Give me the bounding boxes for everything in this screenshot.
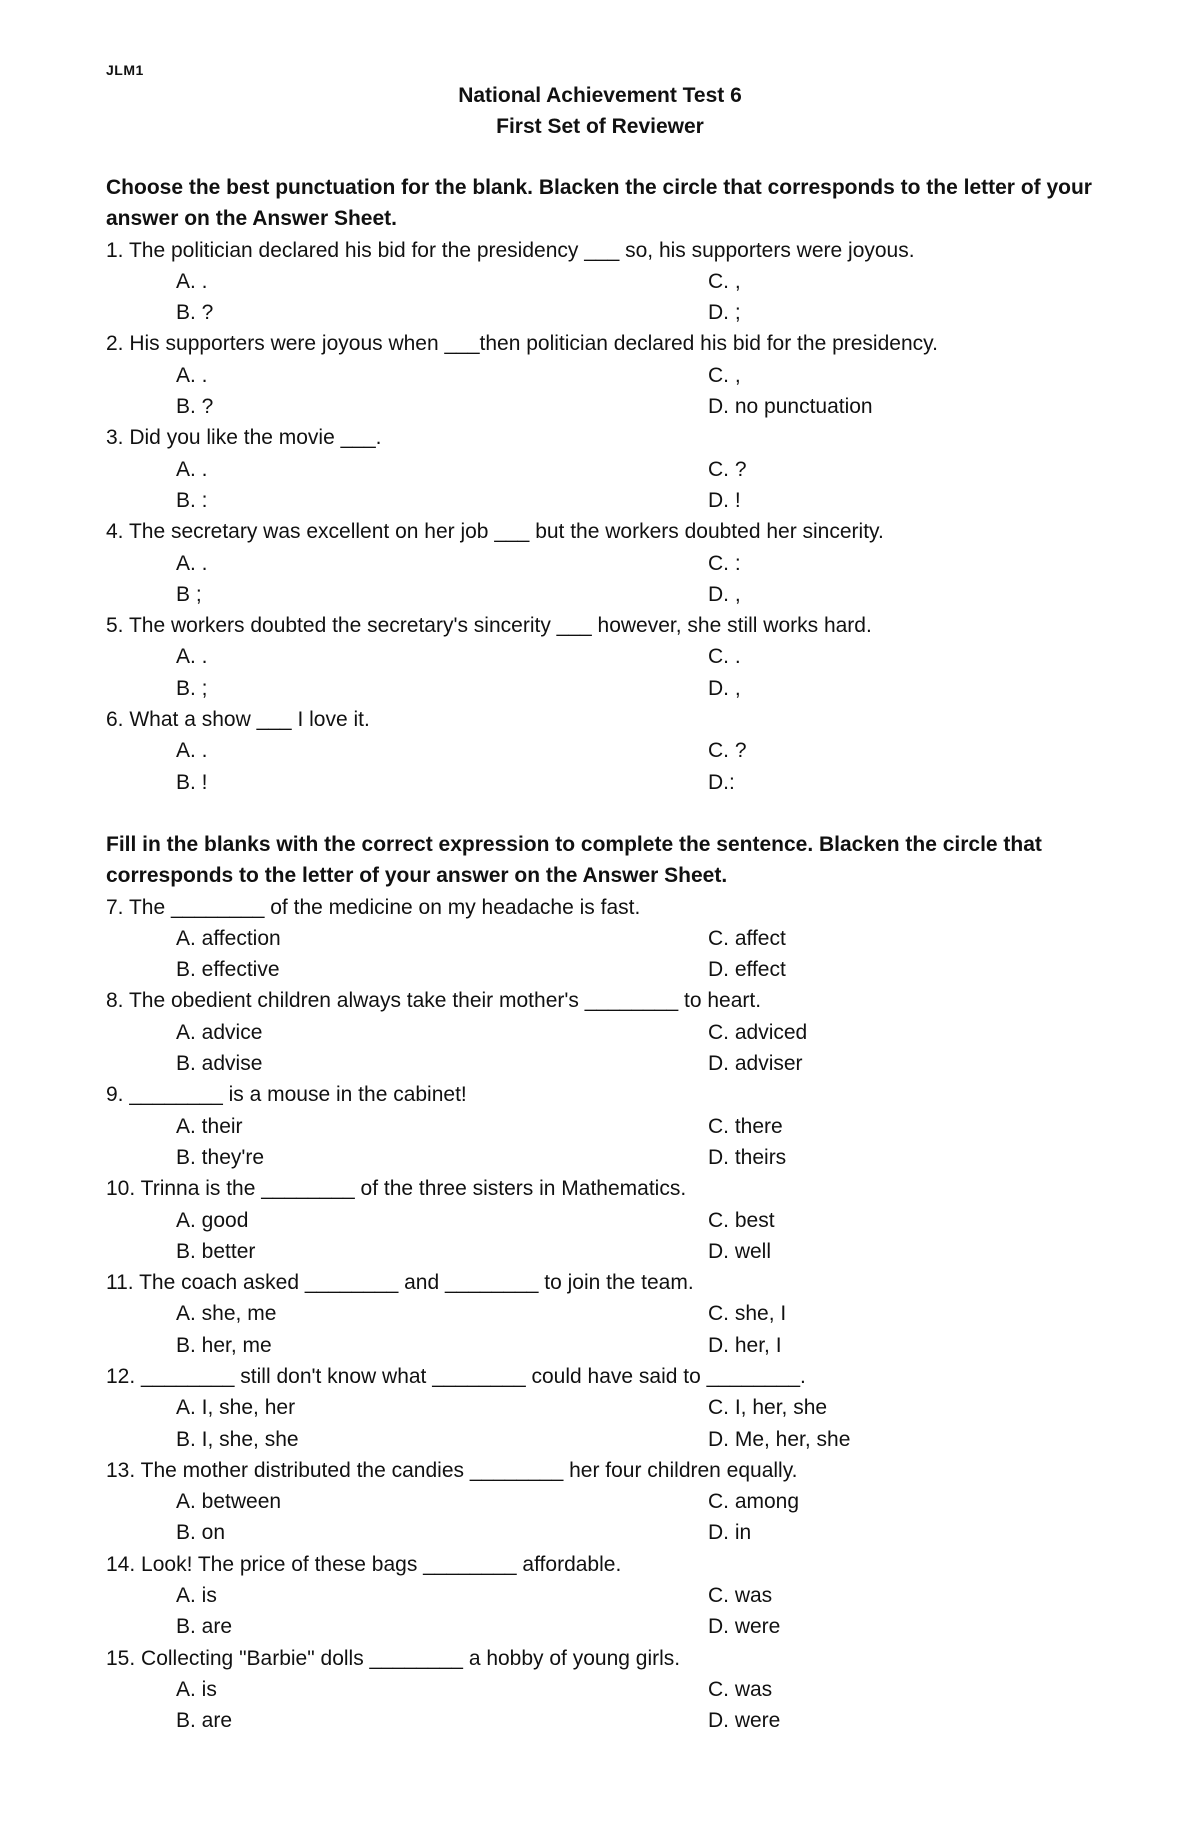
question: [106, 1267, 1106, 1361]
question-text: 7. The ________ of the medicine on my headache is fast.: [106, 895, 641, 919]
option-d: D. no punctuation: [708, 395, 873, 419]
answer-options: [106, 1111, 1106, 1174]
question: [106, 516, 1106, 610]
option-c: C. among: [708, 1490, 800, 1514]
option-b: B. they're: [176, 1145, 265, 1169]
answer-options: [106, 1486, 1106, 1549]
question-text: 1. The politician declared his bid for the presidency ___ so, his supporters were joyous.: [106, 238, 915, 262]
question: [106, 704, 1106, 798]
option-c: C. was: [708, 1584, 773, 1608]
question: [106, 1549, 1106, 1643]
option-b: B. ;: [176, 676, 208, 700]
option-c: C. .: [708, 645, 741, 669]
question-text: 13. The mother distributed the candies ________ her four children equally.: [106, 1458, 798, 1482]
answer-options: [106, 735, 1106, 798]
document-title: National Achievement Test 6: [458, 84, 742, 107]
option-d: D. theirs: [708, 1145, 787, 1169]
answer-options: [106, 1017, 1106, 1080]
question: [106, 985, 1106, 1079]
option-a: A. good: [176, 1208, 249, 1232]
option-a: A. affection: [176, 926, 281, 950]
answer-options: [106, 1392, 1106, 1455]
answer-options: [106, 454, 1106, 517]
option-c: C. ?: [708, 457, 747, 481]
question: [106, 892, 1106, 986]
question-text: 3. Did you like the movie ___.: [106, 426, 382, 450]
option-d: D. well: [708, 1239, 772, 1263]
option-b: B. are: [176, 1615, 233, 1639]
answer-options: [106, 923, 1106, 986]
option-b: B. are: [176, 1709, 233, 1733]
question: [106, 610, 1106, 704]
option-d: D. ;: [708, 301, 741, 325]
question: [106, 422, 1106, 516]
question: [106, 1173, 1106, 1267]
section-instructions: Fill in the blanks with the correct expression to complete the sentence. Blacken the circle that corresponds to the letter of your answer on the Answer Sheet.: [106, 832, 1042, 888]
option-a: A. is: [176, 1584, 217, 1608]
answer-options: [106, 641, 1106, 704]
option-d: D. adviser: [708, 1052, 803, 1076]
question: [106, 235, 1106, 329]
option-b: B. ?: [176, 301, 214, 325]
option-d: D. were: [708, 1709, 781, 1733]
option-c: C. she, I: [708, 1302, 787, 1326]
answer-options: [106, 548, 1106, 611]
option-c: C. :: [708, 551, 741, 575]
question-text: 14. Look! The price of these bags ________ affordable.: [106, 1552, 622, 1576]
option-b: B. on: [176, 1521, 226, 1545]
option-b: B. advise: [176, 1052, 263, 1076]
option-a: A. .: [176, 645, 208, 669]
question-text: 11. The coach asked ________ and ________ to join the team.: [106, 1271, 694, 1295]
question-text: 9. ________ is a mouse in the cabinet!: [106, 1083, 467, 1107]
test-content: [106, 172, 1106, 1737]
option-d: D. were: [708, 1615, 781, 1639]
answer-options: [106, 1298, 1106, 1361]
question: [106, 328, 1106, 422]
option-c: C. was: [708, 1677, 773, 1701]
option-c: C. adviced: [708, 1020, 808, 1044]
option-c: C. ,: [708, 363, 741, 387]
title-block: [0, 80, 1200, 142]
option-a: A. their: [176, 1114, 243, 1138]
question-text: 6. What a show ___ I love it.: [106, 708, 370, 732]
question-text: 8. The obedient children always take their mother's ________ to heart.: [106, 989, 762, 1013]
option-c: C. ,: [708, 269, 741, 293]
option-a: A. advice: [176, 1020, 263, 1044]
question-text: 4. The secretary was excellent on her job ___ but the workers doubted her sincerity.: [106, 520, 884, 544]
question: [106, 1455, 1106, 1549]
option-d: D. effect: [708, 958, 786, 982]
option-b: B. I, she, she: [176, 1427, 299, 1451]
option-c: C. affect: [708, 926, 786, 950]
option-d: D.:: [708, 770, 735, 794]
option-a: A. .: [176, 551, 208, 575]
option-d: D. her, I: [708, 1333, 782, 1357]
option-a: A. between: [176, 1490, 282, 1514]
document-subtitle: First Set of Reviewer: [496, 115, 704, 138]
document-code: JLM1: [106, 62, 144, 78]
option-a: A. she, me: [176, 1302, 277, 1326]
question-text: 12. ________ still don't know what ________ could have said to ________.: [106, 1364, 806, 1388]
option-a: A. .: [176, 457, 208, 481]
option-a: A. .: [176, 363, 208, 387]
answer-options: [106, 1580, 1106, 1643]
question: [106, 1361, 1106, 1455]
answer-options: [106, 360, 1106, 423]
question-text: 5. The workers doubted the secretary's sincerity ___ however, she still works hard.: [106, 614, 872, 638]
option-b: B ;: [176, 582, 202, 606]
option-c: C. best: [708, 1208, 775, 1232]
option-b: B. :: [176, 488, 208, 512]
option-c: C. I, her, she: [708, 1396, 828, 1420]
option-d: D. Me, her, she: [708, 1427, 851, 1451]
option-d: D. !: [708, 488, 741, 512]
question: [106, 1079, 1106, 1173]
option-c: C. ?: [708, 739, 747, 763]
question-text: 10. Trinna is the ________ of the three sisters in Mathematics.: [106, 1177, 687, 1201]
option-a: A. .: [176, 269, 208, 293]
option-a: A. I, she, her: [176, 1396, 296, 1420]
section-instructions: Choose the best punctuation for the blank. Blacken the circle that corresponds to the letter of your answer on the Answer Sheet.: [106, 176, 1092, 231]
question-text: 2. His supporters were joyous when ___then politician declared his bid for the presidency.: [106, 332, 938, 356]
option-c: C. there: [708, 1114, 783, 1138]
option-d: D. ,: [708, 676, 741, 700]
answer-options: [106, 1674, 1106, 1737]
option-a: A. is: [176, 1677, 217, 1701]
option-b: B. her, me: [176, 1333, 272, 1357]
section-punctuation: [106, 172, 1106, 798]
option-b: B. better: [176, 1239, 256, 1263]
option-b: B. effective: [176, 958, 280, 982]
question-text: 15. Collecting "Barbie" dolls ________ a hobby of young girls.: [106, 1646, 681, 1670]
option-b: B. ?: [176, 395, 214, 419]
answer-options: [106, 266, 1106, 329]
question: [106, 1643, 1106, 1737]
option-a: A. .: [176, 739, 208, 763]
option-d: D. in: [708, 1521, 752, 1545]
option-d: D. ,: [708, 582, 741, 606]
answer-options: [106, 1205, 1106, 1268]
option-b: B. !: [176, 770, 208, 794]
section-expressions: [106, 829, 1106, 1737]
